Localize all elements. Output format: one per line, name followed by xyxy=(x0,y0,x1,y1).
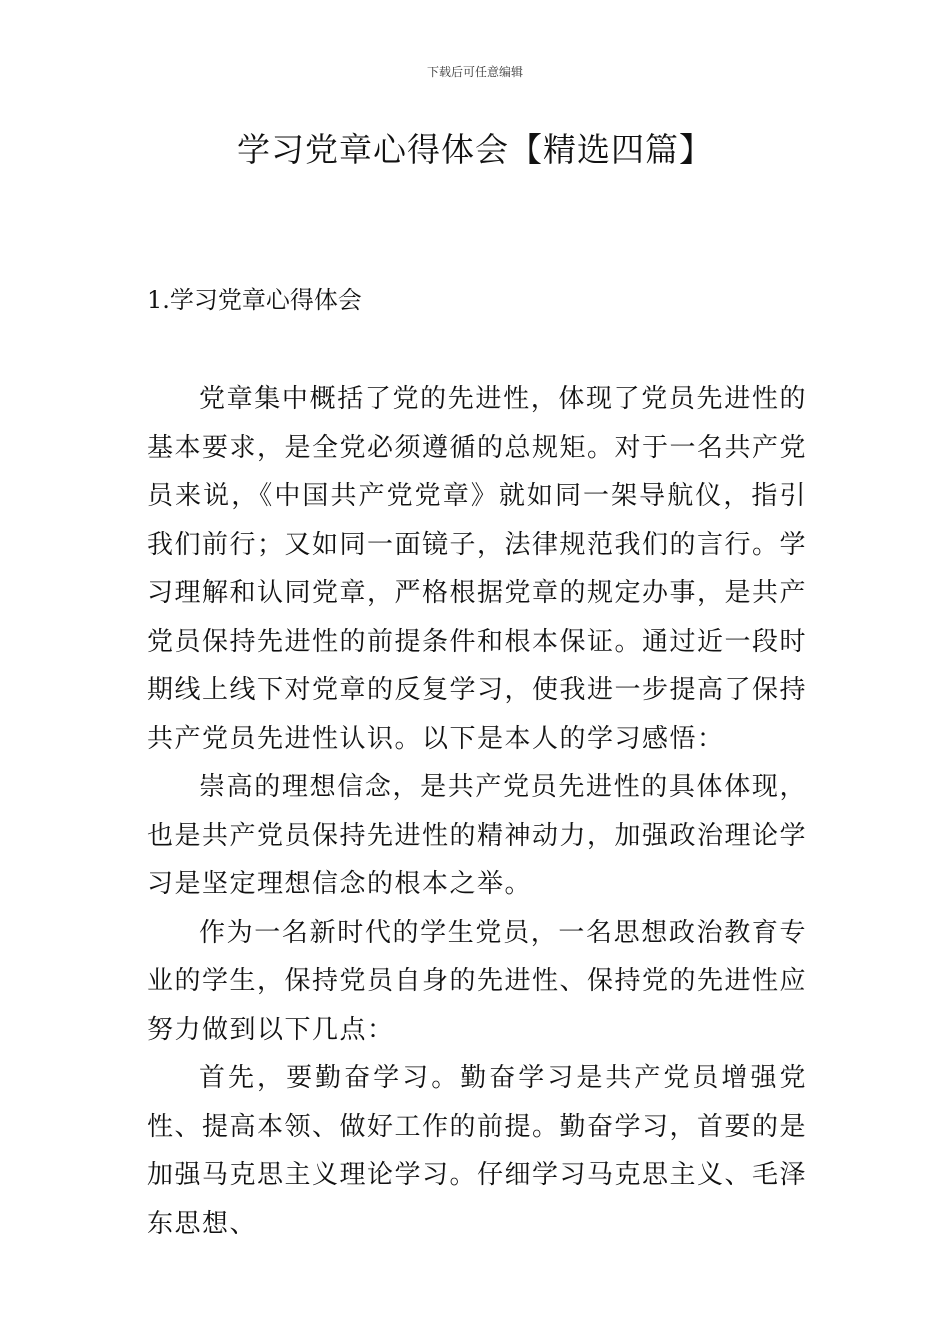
section-heading: 1.学习党章心得体会 xyxy=(147,286,362,314)
paragraph: 首先，要勤奋学习。勤奋学习是共产党员增强党性、提高本领、做好工作的前提。勤奋学习，首要的是加强马克思主义理论学习。仔细学习马克思主义、毛泽东思想、 xyxy=(147,1063,808,1239)
document-title: 学习党章心得体会【精选四篇】 xyxy=(237,130,713,169)
paragraph: 党章集中概括了党的先进性，体现了党员先进性的基本要求，是全党必须遵循的总规矩。对于一名共产党员来说，《中国共产党党章》就如同一架导航仪，指引我们前行；又如同一面镜子，法律规范我们的言行。学习理解和认同党章，严格根据党章的规定办事，是共产党员保持先进性的前提条件和根本保证。通过近一段时期线上线下对党章的反复学习，使我进一步提高了保持共产党员先进性认识。以下是本人的学习感悟： xyxy=(147,384,808,754)
paragraph: 崇高的理想信念，是共产党员先进性的具体体现，也是共产党员保持先进性的精神动力，加强政治理论学习是坚定理想信念的根本之举。 xyxy=(147,772,808,899)
header-note: 下载后可任意编辑 xyxy=(426,65,523,79)
paragraph: 作为一名新时代的学生党员，一名思想政治教育专业的学生，保持党员自身的先进性、保持党的先进性应努力做到以下几点： xyxy=(147,917,808,1045)
body-text xyxy=(147,375,807,1248)
